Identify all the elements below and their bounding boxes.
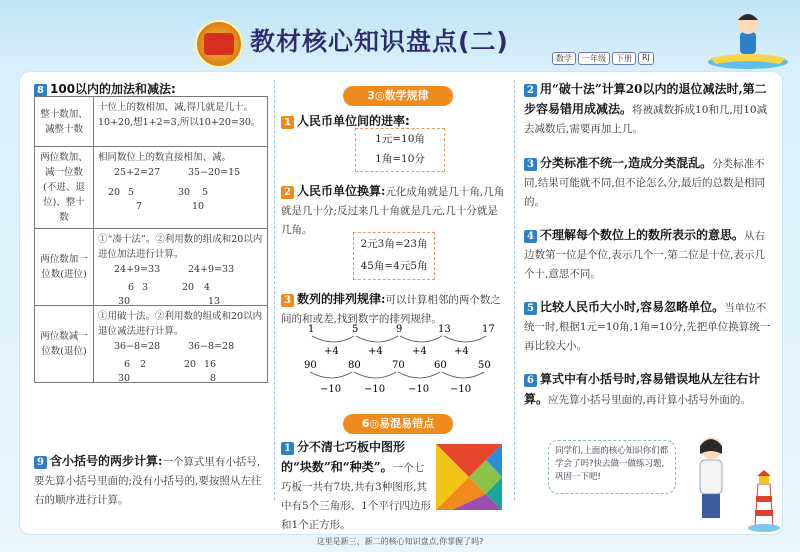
seq-op: +4 [412,346,427,357]
seq-op: −10 [408,384,430,395]
split-number: 20 [182,282,195,293]
item-number: 1 [281,116,294,129]
tag-edition: RJ [638,52,654,65]
row-text: 十位上的数相加、减,得几就是几十。10+20,想1+2=3,所以10+20=30。 [94,97,268,147]
split-number: 6 [124,359,131,370]
header [0,0,800,72]
row-content [94,229,268,306]
seq-number: 50 [478,360,491,371]
column-divider [514,80,515,500]
row-text: ①“凑十法”。②利用数的组成和20以内进位加法进行计算。 [98,234,263,260]
seq-op: +4 [454,346,469,357]
seq-number: 17 [482,324,495,335]
split-number: 30 [118,296,131,307]
tag-subject: 数学 [552,52,576,65]
split-diagram [98,339,263,384]
mistake-1 [281,438,431,535]
item-text: 分类标准不同,结果可能就不同,但不论怎么分,最后的总数是相同的。 [524,158,766,208]
seq-number: 80 [348,360,361,371]
item-text: 应先算小括号里面的,再计算小括号外面的。 [548,394,751,406]
item-title: 分不清七巧板中图形的“块数”和“种类”。 [281,440,406,474]
item-number: 4 [524,230,537,243]
section-number: 8 [34,84,47,97]
mistake-2 [524,80,774,139]
conversion-box [353,232,435,280]
banner-common-mistakes: 6◎易混易错点 [343,414,453,434]
section-number: 9 [34,456,47,469]
mascot-surfer-icon [700,6,790,72]
item-number: 5 [524,302,537,315]
footer-note: 这里是新三、新二的核心知识盘点,你掌握了吗? [316,537,484,546]
item-title: 用“破十法”计算20以内的退位减法时,第二步容易错用成减法。 [524,82,767,116]
item-text: 一个七巧板一共有7块,共有3种图形,其中有5个三角形、1个平行四边形和1个正方形。 [281,462,431,531]
section-9 [34,452,270,510]
sequence-decreasing [304,360,491,395]
rule-1-heading [281,110,410,129]
addition-subtraction-table [34,96,268,383]
item-text: 将被减数拆成10和几,用10减去减数后,需要再加上几。 [524,104,768,135]
mistake-3 [524,154,774,212]
split-number: 20 [184,359,197,370]
brand-seal-icon [195,20,243,68]
item-number: 1 [281,442,294,455]
row-label: 两位数减一位数(退位) [35,306,94,383]
mistake-6 [524,370,774,410]
split-number: 5 [128,187,135,198]
item-number: 3 [281,294,294,307]
teacher-illustration-icon [688,432,734,524]
sequence-arc [310,372,484,378]
row-text: ①用破十法。②利用数的组成和20以内退位减法进行计算。 [98,311,263,337]
mistake-4 [524,226,774,284]
seq-op: −10 [450,384,472,395]
item-title: 分类标准不统一,造成分类混乱。 [540,156,713,170]
mistake-5 [524,298,774,356]
conversion-line: 45角=4元5角 [360,260,428,272]
item-text: 从右边数第一位是个位,表示几个一,第二位是十位,表示几个十,意思不同。 [524,230,766,280]
item-number: 3 [524,158,537,171]
sequence-diagram [300,322,500,396]
section-title: 含小括号的两步计算: [50,454,163,468]
rate-line: 1元=10角 [375,133,425,145]
tag-volume: 下册 [612,52,636,65]
section-8-heading [34,78,176,97]
item-number: 2 [281,186,294,199]
table-row [35,229,268,306]
table-row [35,147,268,229]
seq-number: 90 [304,360,317,371]
item-title: 人民币单位间的进率: [297,114,410,128]
row-text: 相同数位上的数直接相加、减。 [98,152,232,163]
split-number: 10 [192,201,205,212]
speech-bubble: 同学们,上面的核心知识你们都学会了吗?快去做一做练习题,巩固一下吧! [548,440,676,494]
seq-number: 70 [392,360,405,371]
equation: 35−20=15 [188,167,241,178]
split-number: 7 [136,201,143,212]
seq-op: +4 [368,346,383,357]
item-title: 数列的排列规律: [297,292,386,306]
split-number: 4 [204,282,211,293]
row-label: 整十数加、减整十数 [35,97,94,147]
item-text: 元化成角就是几十角,几角就是几十分;反过来几十角就是几元,几十分就是几角。 [281,186,505,236]
seq-op: −10 [320,384,342,395]
table-row [35,306,268,383]
split-number: 6 [128,282,135,293]
seq-op: −10 [364,384,386,395]
equation: 25+2=27 [114,167,161,178]
seq-number: 60 [434,360,447,371]
equation: 24+9=33 [188,264,235,275]
section-text: 一个算式里有小括号,要先算小括号里面的;没有小括号的,要按照从左往右的顺序进行计算。 [34,456,262,506]
seq-op: +4 [324,346,339,357]
equation: 36−8=28 [188,341,235,352]
lighthouse-icon [748,470,780,532]
seq-number: 13 [438,324,451,335]
seq-number: 1 [308,324,315,335]
split-number: 2 [140,359,147,370]
seq-number: 9 [396,324,403,335]
item-title: 不理解每个数位上的数所表示的意思。 [540,228,745,242]
item-title: 人民币单位换算: [297,184,386,198]
split-diagram [98,165,263,212]
split-number: 8 [210,373,217,384]
section-title: 100以内的加法和减法: [50,82,176,96]
item-number: 6 [524,374,537,387]
tangram-icon [436,444,502,510]
row-label: 两位数加一位数(进位) [35,229,94,306]
split-number: 13 [208,296,221,307]
seq-number: 5 [352,324,359,335]
equation: 36−8=28 [114,341,161,352]
equation: 24+9=33 [114,264,161,275]
split-number: 30 [178,187,191,198]
sequence-increasing [308,324,495,357]
page-title: 教材核心知识盘点(二) [250,27,509,56]
tag-grade: 一年级 [578,52,610,65]
split-diagram [98,262,263,307]
table-row [35,97,268,147]
currency-rate-box [355,128,445,172]
item-title: 比较人民币大小时,容易忽略单位。 [540,300,725,314]
item-title: 算式中有小括号时,容易错误地从左往右计算。 [524,372,761,406]
row-content [94,306,268,383]
row-content [94,147,268,229]
split-number: 5 [202,187,209,198]
grade-tags [552,52,654,65]
split-number: 3 [142,282,149,293]
row-label: 两位数加、减一位数(不进、退位)、整十数 [35,147,94,229]
column-divider [274,80,275,500]
banner-math-rules: 3◎数学规律 [343,86,453,106]
item-text: 可以计算相邻的两个数之间的和或差,找到数字的排列规律。 [281,294,501,325]
rate-line: 1角=10分 [375,153,425,165]
sequence-arc [312,336,486,342]
split-number: 16 [204,359,217,370]
item-number: 2 [524,84,537,97]
split-number: 30 [118,373,131,384]
conversion-line: 2元3角=23角 [360,238,428,250]
split-number: 20 [108,187,121,198]
item-text: 当单位不统一时,根据1元=10角,1角=10分,先把单位换算统一再比较大小。 [524,302,771,352]
